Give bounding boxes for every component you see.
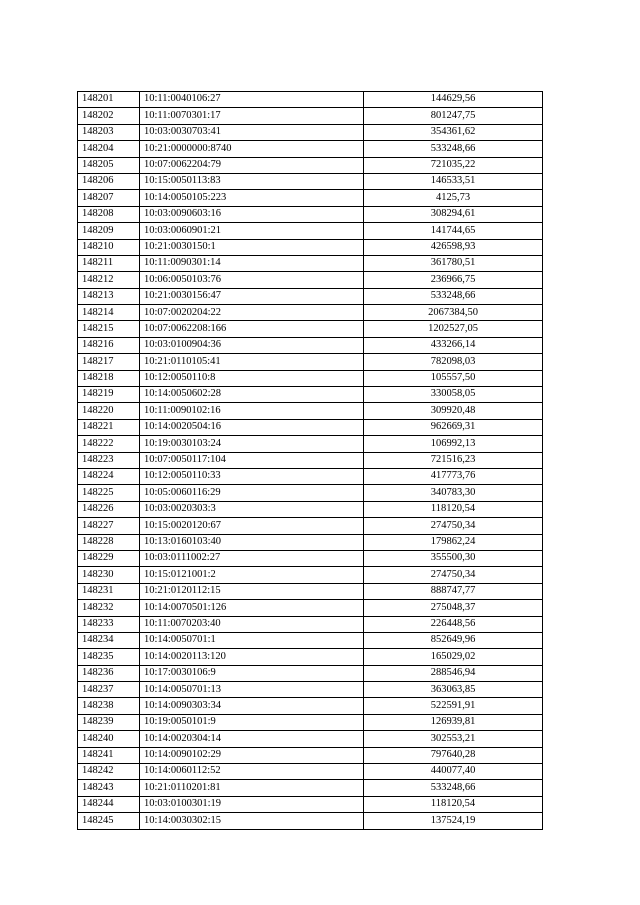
table-row [78, 452, 543, 468]
row-code-cell: 10:07:0062204:79 [140, 157, 364, 173]
row-id-cell: 148229 [78, 550, 140, 566]
row-amount-cell: 118120,54 [364, 796, 543, 812]
row-amount-cell: 354361,62 [364, 124, 543, 140]
row-code-cell: 10:14:0020304:14 [140, 731, 364, 747]
row-id-cell: 148216 [78, 337, 140, 353]
row-amount-cell: 146533,51 [364, 173, 543, 189]
row-code-cell: 10:21:0030150:1 [140, 239, 364, 255]
row-amount-cell: 533248,66 [364, 141, 543, 157]
row-code-cell: 10:03:0060901:21 [140, 223, 364, 239]
row-code-cell: 10:15:0121001:2 [140, 567, 364, 583]
row-code-cell: 10:03:0090603:16 [140, 206, 364, 222]
row-id-cell: 148226 [78, 501, 140, 517]
table-row [78, 108, 543, 124]
row-amount-cell: 288546,94 [364, 665, 543, 681]
row-amount-cell: 118120,54 [364, 501, 543, 517]
table-row [78, 272, 543, 288]
row-amount-cell: 533248,66 [364, 780, 543, 796]
row-amount-cell: 226448,56 [364, 616, 543, 632]
row-amount-cell: 308294,61 [364, 206, 543, 222]
row-id-cell: 148225 [78, 485, 140, 501]
row-code-cell: 10:19:0050101:9 [140, 714, 364, 730]
row-code-cell: 10:11:0090102:16 [140, 403, 364, 419]
table-row [78, 354, 543, 370]
row-id-cell: 148217 [78, 354, 140, 370]
row-amount-cell: 274750,34 [364, 567, 543, 583]
row-id-cell: 148234 [78, 632, 140, 648]
row-code-cell: 10:06:0050103:76 [140, 272, 364, 288]
row-id-cell: 148208 [78, 206, 140, 222]
table-row [78, 157, 543, 173]
row-amount-cell: 302553,21 [364, 731, 543, 747]
row-code-cell: 10:21:0110201:81 [140, 780, 364, 796]
table-row [78, 616, 543, 632]
row-amount-cell: 797640,28 [364, 747, 543, 763]
row-id-cell: 148219 [78, 387, 140, 403]
row-id-cell: 148237 [78, 682, 140, 698]
row-id-cell: 148201 [78, 92, 140, 108]
table-row [78, 731, 543, 747]
row-amount-cell: 137524,19 [364, 813, 543, 829]
row-code-cell: 10:11:0070301:17 [140, 108, 364, 124]
row-id-cell: 148241 [78, 747, 140, 763]
row-code-cell: 10:11:0040106:27 [140, 92, 364, 108]
table-row [78, 600, 543, 616]
row-amount-cell: 165029,02 [364, 649, 543, 665]
row-id-cell: 148206 [78, 173, 140, 189]
row-amount-cell: 852649,96 [364, 632, 543, 648]
table-row [78, 780, 543, 796]
row-id-cell: 148204 [78, 141, 140, 157]
table-row [78, 665, 543, 681]
table-row [78, 288, 543, 304]
row-code-cell: 10:14:0050701:13 [140, 682, 364, 698]
row-code-cell: 10:14:0060112:52 [140, 764, 364, 780]
row-id-cell: 148244 [78, 796, 140, 812]
row-code-cell: 10:13:0160103:40 [140, 534, 364, 550]
row-id-cell: 148239 [78, 714, 140, 730]
row-amount-cell: 801247,75 [364, 108, 543, 124]
row-id-cell: 148220 [78, 403, 140, 419]
row-amount-cell: 440077,40 [364, 764, 543, 780]
table-row [78, 583, 543, 599]
row-code-cell: 10:14:0050701:1 [140, 632, 364, 648]
row-amount-cell: 4125,73 [364, 190, 543, 206]
row-amount-cell: 1202527,05 [364, 321, 543, 337]
row-id-cell: 148238 [78, 698, 140, 714]
row-id-cell: 148213 [78, 288, 140, 304]
table-row [78, 682, 543, 698]
row-code-cell: 10:03:0020303:3 [140, 501, 364, 517]
table-row [78, 190, 543, 206]
table-row [78, 501, 543, 517]
row-code-cell: 10:12:0050110:33 [140, 468, 364, 484]
table-row [78, 747, 543, 763]
row-amount-cell: 141744,65 [364, 223, 543, 239]
row-id-cell: 148245 [78, 813, 140, 829]
row-amount-cell: 275048,37 [364, 600, 543, 616]
table-row [78, 518, 543, 534]
row-amount-cell: 962669,31 [364, 419, 543, 435]
row-amount-cell: 363063,85 [364, 682, 543, 698]
row-code-cell: 10:19:0030103:24 [140, 436, 364, 452]
row-amount-cell: 2067384,50 [364, 305, 543, 321]
table-row [78, 337, 543, 353]
table-row [78, 223, 543, 239]
table-row [78, 370, 543, 386]
row-amount-cell: 533248,66 [364, 288, 543, 304]
row-code-cell: 10:03:0100301:19 [140, 796, 364, 812]
table-row [78, 419, 543, 435]
table-row [78, 173, 543, 189]
data-table [77, 91, 543, 830]
row-amount-cell: 330058,05 [364, 387, 543, 403]
row-id-cell: 148242 [78, 764, 140, 780]
table-row [78, 255, 543, 271]
row-id-cell: 148202 [78, 108, 140, 124]
table-row [78, 485, 543, 501]
row-code-cell: 10:21:0000000:8740 [140, 141, 364, 157]
row-code-cell: 10:05:0060116:29 [140, 485, 364, 501]
row-code-cell: 10:14:0020504:16 [140, 419, 364, 435]
row-id-cell: 148212 [78, 272, 140, 288]
row-id-cell: 148227 [78, 518, 140, 534]
row-amount-cell: 361780,51 [364, 255, 543, 271]
table-row [78, 632, 543, 648]
row-code-cell: 10:15:0020120:67 [140, 518, 364, 534]
row-id-cell: 148207 [78, 190, 140, 206]
row-id-cell: 148224 [78, 468, 140, 484]
row-code-cell: 10:14:0090102:29 [140, 747, 364, 763]
table-row [78, 550, 543, 566]
row-id-cell: 148218 [78, 370, 140, 386]
table-row [78, 698, 543, 714]
table-body [78, 92, 543, 830]
row-code-cell: 10:11:0090301:14 [140, 255, 364, 271]
row-code-cell: 10:03:0111002:27 [140, 550, 364, 566]
table-row [78, 239, 543, 255]
row-id-cell: 148235 [78, 649, 140, 665]
row-amount-cell: 179862,24 [364, 534, 543, 550]
row-id-cell: 148233 [78, 616, 140, 632]
table-row [78, 321, 543, 337]
row-amount-cell: 274750,34 [364, 518, 543, 534]
table-row [78, 387, 543, 403]
row-amount-cell: 309920,48 [364, 403, 543, 419]
row-code-cell: 10:21:0030156:47 [140, 288, 364, 304]
row-id-cell: 148240 [78, 731, 140, 747]
table-row [78, 764, 543, 780]
row-amount-cell: 782098,03 [364, 354, 543, 370]
table-row [78, 92, 543, 108]
row-id-cell: 148221 [78, 419, 140, 435]
row-amount-cell: 721516,23 [364, 452, 543, 468]
row-id-cell: 148236 [78, 665, 140, 681]
row-code-cell: 10:14:0050602:28 [140, 387, 364, 403]
row-amount-cell: 522591,91 [364, 698, 543, 714]
row-id-cell: 148214 [78, 305, 140, 321]
row-amount-cell: 426598,93 [364, 239, 543, 255]
table-row [78, 403, 543, 419]
table-row [78, 436, 543, 452]
row-id-cell: 148209 [78, 223, 140, 239]
row-code-cell: 10:03:0030703:41 [140, 124, 364, 140]
row-id-cell: 148243 [78, 780, 140, 796]
row-id-cell: 148211 [78, 255, 140, 271]
table-row [78, 649, 543, 665]
row-code-cell: 10:14:0070501:126 [140, 600, 364, 616]
row-amount-cell: 126939,81 [364, 714, 543, 730]
row-id-cell: 148231 [78, 583, 140, 599]
table-row [78, 305, 543, 321]
row-code-cell: 10:15:0050113:83 [140, 173, 364, 189]
row-id-cell: 148205 [78, 157, 140, 173]
row-amount-cell: 433266,14 [364, 337, 543, 353]
table-row [78, 141, 543, 157]
table-row [78, 124, 543, 140]
row-code-cell: 10:07:0062208:166 [140, 321, 364, 337]
row-code-cell: 10:03:0100904:36 [140, 337, 364, 353]
table-row [78, 714, 543, 730]
row-id-cell: 148230 [78, 567, 140, 583]
row-id-cell: 148223 [78, 452, 140, 468]
row-amount-cell: 236966,75 [364, 272, 543, 288]
row-amount-cell: 340783,30 [364, 485, 543, 501]
table-row [78, 813, 543, 829]
row-code-cell: 10:14:0030302:15 [140, 813, 364, 829]
row-amount-cell: 355500,30 [364, 550, 543, 566]
row-id-cell: 148210 [78, 239, 140, 255]
row-amount-cell: 417773,76 [364, 468, 543, 484]
table-row [78, 567, 543, 583]
row-code-cell: 10:07:0020204:22 [140, 305, 364, 321]
row-code-cell: 10:14:0050105:223 [140, 190, 364, 206]
table-row [78, 206, 543, 222]
row-amount-cell: 888747,77 [364, 583, 543, 599]
row-id-cell: 148232 [78, 600, 140, 616]
row-code-cell: 10:14:0020113:120 [140, 649, 364, 665]
row-code-cell: 10:14:0090303:34 [140, 698, 364, 714]
row-amount-cell: 721035,22 [364, 157, 543, 173]
row-id-cell: 148228 [78, 534, 140, 550]
row-code-cell: 10:21:0120112:15 [140, 583, 364, 599]
row-id-cell: 148215 [78, 321, 140, 337]
row-code-cell: 10:11:0070203:40 [140, 616, 364, 632]
table-row [78, 534, 543, 550]
row-code-cell: 10:21:0110105:41 [140, 354, 364, 370]
row-id-cell: 148203 [78, 124, 140, 140]
row-code-cell: 10:07:0050117:104 [140, 452, 364, 468]
row-id-cell: 148222 [78, 436, 140, 452]
row-amount-cell: 105557,50 [364, 370, 543, 386]
table-row [78, 468, 543, 484]
table-row [78, 796, 543, 812]
row-code-cell: 10:12:0050110:8 [140, 370, 364, 386]
row-amount-cell: 144629,56 [364, 92, 543, 108]
row-amount-cell: 106992,13 [364, 436, 543, 452]
row-code-cell: 10:17:0030106:9 [140, 665, 364, 681]
